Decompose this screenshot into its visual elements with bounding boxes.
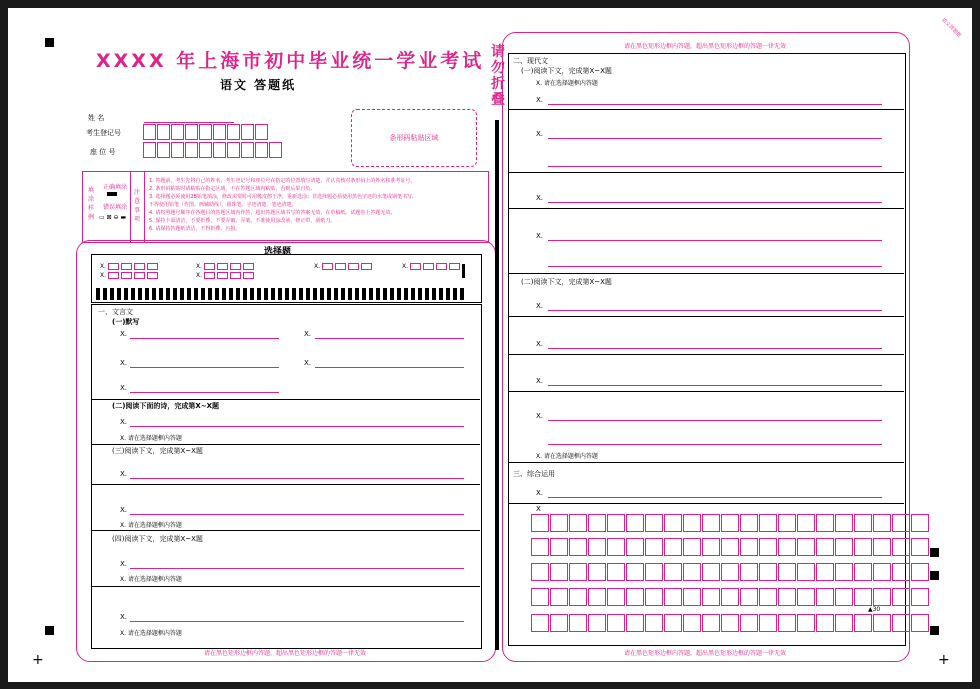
- choice-bubble[interactable]: [322, 263, 333, 270]
- choice-number: X.: [196, 272, 203, 279]
- composition-cell[interactable]: [740, 538, 758, 556]
- choice-bubble[interactable]: [335, 263, 346, 270]
- composition-cell[interactable]: [721, 538, 739, 556]
- registration-grid[interactable]: [143, 124, 269, 140]
- choice-number: X.: [100, 263, 107, 270]
- composition-cell[interactable]: [550, 514, 568, 532]
- composition-cell[interactable]: [702, 563, 720, 581]
- composition-cell[interactable]: [721, 614, 739, 632]
- correct-fill-sample: [107, 192, 117, 196]
- composition-cell[interactable]: [721, 563, 739, 581]
- answer-line[interactable]: [130, 426, 464, 427]
- page-subtitle: 语文 答题纸: [220, 78, 297, 92]
- composition-grid-row[interactable]: [531, 614, 930, 632]
- composition-cell[interactable]: [645, 614, 663, 632]
- answer-line[interactable]: [548, 240, 882, 241]
- crosshair-mark-right: +: [938, 652, 950, 668]
- wrong-fill-sample: ▭ ⊠ ⊖ ▬: [99, 214, 127, 221]
- position-mark-bottom-left: [45, 626, 54, 635]
- composition-cell[interactable]: [664, 588, 682, 606]
- composition-cell[interactable]: [911, 563, 929, 581]
- answer-line[interactable]: [130, 338, 279, 339]
- composition-cell[interactable]: [569, 614, 587, 632]
- position-mark-bottom-right: [930, 626, 939, 635]
- choice-bubble[interactable]: [217, 263, 228, 270]
- composition-cell[interactable]: [759, 588, 777, 606]
- divider: [508, 273, 904, 274]
- right-essay-box: [508, 53, 906, 646]
- composition-cell[interactable]: [873, 614, 891, 632]
- choice-bubble[interactable]: [121, 272, 132, 279]
- divider: [508, 391, 904, 392]
- composition-cell[interactable]: [759, 563, 777, 581]
- answer-line[interactable]: [130, 392, 279, 393]
- character-count: ▲30: [868, 606, 881, 613]
- instructions-divider-1: [130, 172, 131, 242]
- divider: [91, 484, 480, 485]
- composition-cell[interactable]: [816, 514, 834, 532]
- composition-cell[interactable]: [626, 514, 644, 532]
- divider: [91, 530, 480, 531]
- divider: [508, 172, 904, 173]
- composition-cell[interactable]: [911, 538, 929, 556]
- divider: [508, 354, 904, 355]
- choice-item[interactable]: [402, 263, 460, 270]
- composition-cell[interactable]: [683, 588, 701, 606]
- composition-cell[interactable]: [702, 588, 720, 606]
- x-label: X.: [120, 506, 128, 514]
- choice-bubble[interactable]: [449, 263, 460, 270]
- x-label: X.: [120, 560, 128, 568]
- composition-cell[interactable]: [797, 563, 815, 581]
- composition-grid-row[interactable]: [531, 538, 930, 556]
- composition-cell[interactable]: [816, 588, 834, 606]
- composition-cell[interactable]: [854, 538, 872, 556]
- fold-char: 请: [491, 44, 505, 60]
- x-label: X: [536, 505, 541, 513]
- choice-number: X.: [196, 263, 203, 270]
- answer-line[interactable]: [548, 420, 882, 421]
- composition-cell[interactable]: [740, 563, 758, 581]
- composition-cell[interactable]: [759, 538, 777, 556]
- x-label: X.: [304, 330, 312, 338]
- wrong-fill-label: 错误填涂: [103, 204, 128, 211]
- answer-line[interactable]: [130, 568, 464, 569]
- composition-cell[interactable]: [797, 614, 815, 632]
- composition-cell[interactable]: [759, 514, 777, 532]
- composition-cell[interactable]: [588, 614, 606, 632]
- composition-cell[interactable]: [816, 563, 834, 581]
- composition-cell[interactable]: [626, 614, 644, 632]
- composition-cell[interactable]: [683, 514, 701, 532]
- choice-note: X. 请在选择题框内答题: [120, 522, 182, 529]
- composition-cell[interactable]: [550, 538, 568, 556]
- composition-cell[interactable]: [588, 538, 606, 556]
- choice-number: X.: [314, 263, 321, 270]
- choice-bubble[interactable]: [147, 263, 158, 270]
- composition-cell[interactable]: [645, 588, 663, 606]
- section-1d-title: (四)阅读下文，完成第X~X题: [112, 535, 203, 543]
- right-warning-bottom: 请在黑色矩形边框内答题，超出黑色矩形边框的答题一律无效: [623, 650, 786, 657]
- composition-cell[interactable]: [645, 514, 663, 532]
- fold-char: 折: [491, 76, 505, 92]
- x-label: X.: [536, 489, 544, 497]
- composition-cell[interactable]: [645, 538, 663, 556]
- choice-bubble[interactable]: [204, 263, 215, 270]
- x-label: X.: [536, 340, 544, 348]
- choice-bubble[interactable]: [217, 272, 228, 279]
- divider: [91, 444, 480, 445]
- crosshair-mark-left: +: [32, 652, 44, 668]
- composition-cell[interactable]: [588, 588, 606, 606]
- x-label: X.: [304, 359, 312, 367]
- composition-cell[interactable]: [569, 563, 587, 581]
- composition-cell[interactable]: [778, 514, 796, 532]
- choice-bubble[interactable]: [361, 263, 372, 270]
- composition-cell[interactable]: [854, 588, 872, 606]
- composition-cell[interactable]: [892, 538, 910, 556]
- choice-bubble[interactable]: [230, 272, 241, 279]
- composition-cell[interactable]: [550, 614, 568, 632]
- composition-cell[interactable]: [588, 514, 606, 532]
- answer-line[interactable]: [315, 338, 464, 339]
- composition-cell[interactable]: [721, 588, 739, 606]
- choice-bubble[interactable]: [134, 272, 145, 279]
- composition-cell[interactable]: [911, 614, 929, 632]
- composition-cell[interactable]: [607, 563, 625, 581]
- composition-cell[interactable]: [702, 538, 720, 556]
- composition-cell[interactable]: [873, 588, 891, 606]
- composition-cell[interactable]: [550, 588, 568, 606]
- fold-char: 勿: [491, 60, 505, 76]
- choice-number: X.: [402, 263, 409, 270]
- answer-line[interactable]: [548, 166, 882, 167]
- composition-cell[interactable]: [854, 563, 872, 581]
- x-label: X.: [536, 377, 544, 385]
- fill-sample-side-label: 填涂样例: [88, 187, 95, 221]
- composition-cell[interactable]: [569, 538, 587, 556]
- divider: [508, 462, 904, 463]
- instruction-line: 2. 条形码粘贴时请粘贴在指定区域，不在答题区域内粘贴，否则后果自负。: [149, 186, 316, 192]
- divider: [508, 109, 904, 110]
- page-title: XXXX 年上海市初中毕业统一学业考试: [96, 50, 485, 72]
- composition-cell[interactable]: [607, 588, 625, 606]
- composition-cell[interactable]: [626, 588, 644, 606]
- position-mark-right-1: [930, 548, 939, 557]
- composition-cell[interactable]: [740, 614, 758, 632]
- choice-bubble[interactable]: [147, 272, 158, 279]
- answer-line[interactable]: [130, 367, 279, 368]
- answer-line[interactable]: [548, 385, 882, 386]
- x-label: X.: [120, 384, 128, 392]
- composition-cell[interactable]: [683, 614, 701, 632]
- composition-grid-row[interactable]: [531, 514, 930, 532]
- section-3-title: 三、综合运用: [513, 470, 555, 478]
- composition-cell[interactable]: [892, 614, 910, 632]
- composition-cell[interactable]: [664, 614, 682, 632]
- choice-note: X. 请在选择题框内答题: [120, 435, 182, 442]
- composition-cell[interactable]: [797, 514, 815, 532]
- composition-cell[interactable]: [873, 514, 891, 532]
- x-label: X.: [120, 359, 128, 367]
- choice-note: X. 请在选择题框内答题: [536, 453, 598, 460]
- choice-bubble[interactable]: [243, 263, 254, 270]
- answer-line[interactable]: [548, 202, 882, 203]
- choice-item[interactable]: [100, 263, 158, 270]
- composition-grid-row[interactable]: [531, 563, 930, 581]
- composition-cell[interactable]: [816, 614, 834, 632]
- registration-label: 考生登记号: [86, 129, 121, 137]
- x-label: X.: [536, 302, 544, 310]
- composition-cell[interactable]: [759, 614, 777, 632]
- instruction-line: 6. 请保持答题纸清洁，不得折叠、污损。: [149, 226, 241, 232]
- fold-char: 叠: [491, 92, 505, 108]
- x-label: X.: [536, 194, 544, 202]
- timing-track: [96, 285, 467, 304]
- choice-box: [91, 254, 482, 303]
- composition-cell[interactable]: [531, 563, 549, 581]
- composition-cell[interactable]: [835, 538, 853, 556]
- section-2-title: 二、现代文: [513, 57, 548, 65]
- section-1b-title: (二)阅读下面的诗，完成第X~X题: [112, 402, 220, 410]
- composition-cell[interactable]: [531, 614, 549, 632]
- answer-line[interactable]: [548, 310, 882, 311]
- section-2b-title: (二)阅读下文，完成第X~X题: [521, 278, 612, 286]
- composition-cell[interactable]: [569, 588, 587, 606]
- answer-line[interactable]: [130, 621, 464, 622]
- composition-cell[interactable]: [740, 588, 758, 606]
- composition-cell[interactable]: [873, 538, 891, 556]
- composition-cell[interactable]: [588, 563, 606, 581]
- choice-bubble[interactable]: [423, 263, 434, 270]
- choice-title: 选择题: [264, 247, 292, 257]
- composition-cell[interactable]: [550, 563, 568, 581]
- left-essay-box: [91, 304, 482, 649]
- x-label: X.: [536, 412, 544, 420]
- answer-line[interactable]: [548, 266, 882, 267]
- x-label: X.: [120, 613, 128, 621]
- correct-fill-label: 正确填涂: [103, 184, 128, 191]
- composition-cell[interactable]: [892, 563, 910, 581]
- composition-cell[interactable]: [778, 538, 796, 556]
- answer-line[interactable]: [548, 497, 882, 498]
- composition-cell[interactable]: [702, 614, 720, 632]
- answer-sheet: [8, 8, 972, 682]
- composition-cell[interactable]: [664, 563, 682, 581]
- fold-bar: [495, 120, 499, 650]
- answer-line[interactable]: [130, 514, 464, 515]
- position-mark-top-left: [45, 38, 54, 47]
- choice-bubble[interactable]: [108, 263, 119, 270]
- name-line: [144, 122, 234, 123]
- choice-note: X. 请在选择题框内答题: [120, 576, 182, 583]
- composition-cell[interactable]: [683, 563, 701, 581]
- composition-cell[interactable]: [835, 563, 853, 581]
- composition-cell[interactable]: [911, 588, 929, 606]
- attention-label: 注意事项: [134, 189, 141, 223]
- composition-cell[interactable]: [626, 538, 644, 556]
- instruction-line: 5. 保持卡面清洁，不要折叠、不要弄破、弄皱，不准使用涂改液、修正带、刮纸刀。: [149, 218, 336, 224]
- instruction-line: 4. 请按照题号顺序在各题目的答题区域内作答，超出答题区域书写的答案无效，在草稿纸、试题卷上答题无效。: [149, 210, 396, 216]
- composition-grid-row[interactable]: [531, 588, 930, 606]
- choice-item[interactable]: [196, 263, 254, 270]
- answer-line[interactable]: [548, 104, 882, 105]
- composition-cell[interactable]: [531, 538, 549, 556]
- composition-cell[interactable]: [892, 588, 910, 606]
- composition-cell[interactable]: [607, 538, 625, 556]
- composition-cell[interactable]: [569, 514, 587, 532]
- choice-bubble[interactable]: [230, 263, 241, 270]
- composition-cell[interactable]: [854, 514, 872, 532]
- composition-cell[interactable]: [531, 514, 549, 532]
- instructions-box: [82, 171, 489, 243]
- composition-cell[interactable]: [873, 563, 891, 581]
- choice-bubble[interactable]: [134, 263, 145, 270]
- x-label: X.: [536, 130, 544, 138]
- composition-cell[interactable]: [892, 514, 910, 532]
- choice-note: X. 请在选择题框内答题: [536, 80, 598, 87]
- composition-cell[interactable]: [683, 538, 701, 556]
- choice-bubble[interactable]: [108, 272, 119, 279]
- choice-number: X.: [100, 272, 107, 279]
- divider: [508, 316, 904, 317]
- composition-cell[interactable]: [835, 614, 853, 632]
- x-label: X.: [120, 418, 128, 426]
- composition-cell[interactable]: [740, 514, 758, 532]
- choice-bubble[interactable]: [204, 272, 215, 279]
- name-label: 姓 名: [88, 114, 105, 122]
- choice-end-mark: [462, 264, 465, 278]
- left-warning: 请在黑色矩形边框内答题，超出黑色矩形边框的答题一律无效: [203, 650, 366, 657]
- instruction-line: 3. 选择题必须使用2B铅笔填涂，修改需要时可用橡皮擦干净，重新选涂；非选择题必须使用黑色字迹的水笔或钢笔书写，: [149, 194, 417, 200]
- answer-line[interactable]: [315, 367, 464, 368]
- seat-label: 座 位 号: [90, 148, 116, 156]
- answer-line[interactable]: [548, 444, 882, 445]
- x-label: X.: [536, 232, 544, 240]
- composition-cell[interactable]: [797, 538, 815, 556]
- divider: [508, 208, 904, 209]
- divider: [91, 399, 480, 400]
- instructions-text: [149, 177, 484, 233]
- section-2a-title: (一)阅读下文，完成第X~X题: [521, 67, 612, 75]
- position-mark-right-2: [930, 571, 939, 580]
- choice-item[interactable]: [196, 272, 254, 279]
- composition-cell[interactable]: [721, 514, 739, 532]
- composition-cell[interactable]: [778, 614, 796, 632]
- composition-cell[interactable]: [778, 588, 796, 606]
- choice-bubble[interactable]: [348, 263, 359, 270]
- divider: [508, 503, 904, 504]
- answer-line[interactable]: [548, 138, 882, 139]
- section-1-title: 一、文言文: [98, 308, 133, 316]
- composition-cell[interactable]: [531, 588, 549, 606]
- corner-tag: 语文答题纸: [940, 16, 963, 39]
- choice-item[interactable]: [100, 272, 158, 279]
- composition-cell[interactable]: [835, 588, 853, 606]
- choice-bubble[interactable]: [436, 263, 447, 270]
- x-label: X.: [120, 330, 128, 338]
- instructions-divider-2: [144, 172, 145, 242]
- composition-cell[interactable]: [854, 614, 872, 632]
- composition-cell[interactable]: [911, 514, 929, 532]
- choice-bubble[interactable]: [243, 272, 254, 279]
- composition-cell[interactable]: [702, 514, 720, 532]
- composition-cell[interactable]: [778, 563, 796, 581]
- composition-cell[interactable]: [797, 588, 815, 606]
- section-1a-title: (一)默写: [112, 318, 140, 326]
- composition-cell[interactable]: [645, 563, 663, 581]
- x-label: X.: [536, 96, 544, 104]
- barcode-area: 条形码粘贴区域: [351, 109, 477, 167]
- answer-line[interactable]: [548, 348, 882, 349]
- divider: [91, 586, 480, 587]
- instruction-line: 1. 答题前，考生先将自己的姓名、考生登记号和座位号在指定的位置填写清楚，并认真核对条形码上的姓名和准考证号。: [149, 178, 416, 184]
- composition-cell[interactable]: [607, 514, 625, 532]
- composition-cell[interactable]: [607, 614, 625, 632]
- instruction-line: 不得使用铅笔（作图、画辅助线）、圆珠笔、字迹清楚、笔迹清楚。: [149, 202, 297, 208]
- composition-cell[interactable]: [664, 538, 682, 556]
- choice-bubble[interactable]: [410, 263, 421, 270]
- section-1c-title: (三)阅读下文，完成第X~X题: [112, 447, 203, 455]
- seat-grid[interactable]: [143, 142, 283, 158]
- composition-cell[interactable]: [816, 538, 834, 556]
- composition-cell[interactable]: [626, 563, 644, 581]
- answer-line[interactable]: [130, 478, 464, 479]
- right-warning-top: 请在黑色矩形边框内答题，超出黑色矩形边框的答题一律无效: [623, 43, 786, 50]
- composition-cell[interactable]: [835, 514, 853, 532]
- choice-bubble[interactable]: [121, 263, 132, 270]
- choice-item[interactable]: [314, 263, 372, 270]
- composition-cell[interactable]: [664, 514, 682, 532]
- x-label: X.: [120, 470, 128, 478]
- choice-note: X. 请在选择题框内答题: [120, 630, 182, 637]
